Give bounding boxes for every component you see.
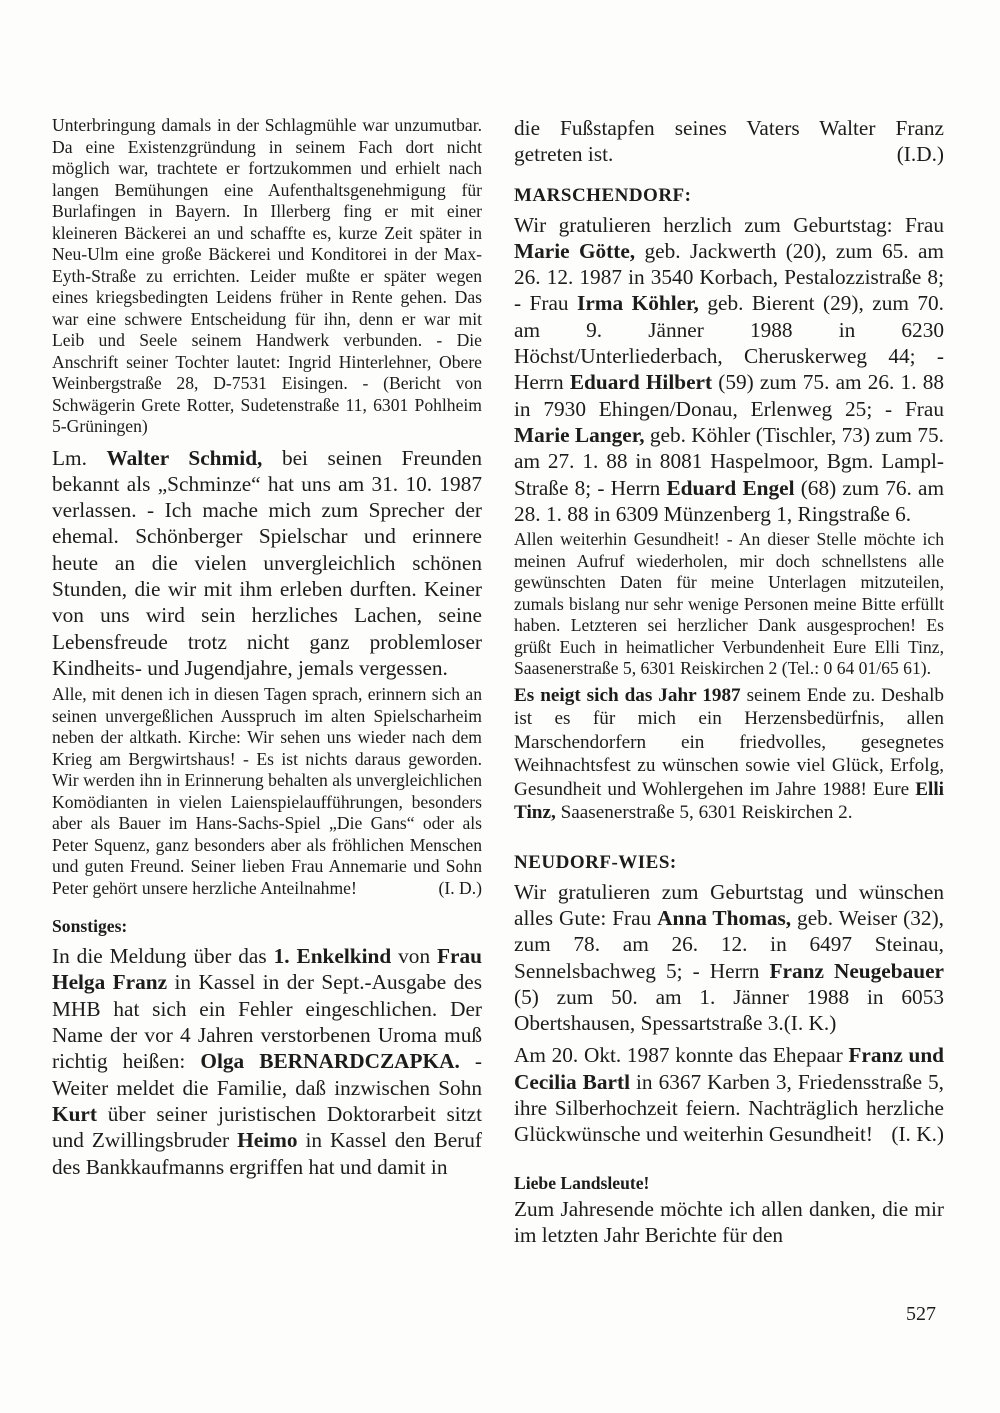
page-number: 527: [906, 1303, 936, 1325]
heading-neudorf-wies: NEUDORF-WIES:: [514, 851, 677, 873]
paragraph-neudorf-birthdays: Wir gratulieren zum Geburtstag und wünschen alles Gute: Frau Anna Thomas, geb. Weiser (32), zum 78. am 26. 12. in 6497 Steinau, Sennelsbachweg 5; - Herrn Franz Neugebauer (5) zum 50. am 1. Jänner 1988 in 6053 Obertshausen, Spessartstraße 3.(I. K.): [514, 879, 944, 1036]
left-column: [52, 115, 482, 1180]
heading-sonstiges: Sonstiges:: [52, 916, 128, 937]
paragraph-fussstapfen: die Fußstapfen seines Vaters Walter Franz getreten ist. (I.D.): [514, 116, 944, 167]
paragraph-enkelkind: In die Meldung über das 1. Enkelkind von Frau Helga Franz in Kassel in der Sept.-Ausgabe des MHB hat sich ein Fehler eingeschlichen. Der Name der vor 4 Jahren verstorbenen Uroma muß richtig heißen: Olga BERNARDCZAPKA. - Weiter meldet die Familie, daß inzwischen Sohn Kurt über seiner juristischen Doktorarbeit sitzt und Zwillingsbruder Heimo in Kassel den Beruf des Bankkaufmanns ergriffen hat und damit in: [52, 944, 482, 1179]
paragraph-jahresende-1987: Es neigt sich das Jahr 1987 seinem Ende zu. Deshalb ist es für mich ein Herzensbedürfnis, allen Marschendorfern ein friedvolles, gesegnetes Weihnachtsfest zu wünschen sowie viel Glück, Erfolg, Gesundheit und Wohlergehen im Jahre 1988! Eure Elli Tinz, Saasenerstraße 5, 6301 Reiskirchen 2.: [514, 684, 944, 824]
paragraph-walter-schmid: Lm. Walter Schmid, bei seinen Freunden bekannt als „Schminze“ hat uns am 31. 10. 1987 verlassen. - Ich mache mich zum Sprecher der ehemal. Schönberger Spielschar und erinnere heute an die vielen unvergleichlich schönen Stunden, die wir mit ihm erleben durften. Keiner von uns wird sein herzliches Lachen, seine Lebensfreude trotz nicht ganz problemloser Kindheits- und Jugendjahre, jemals vergessen.: [52, 445, 482, 680]
author-initials: (I.D.): [896, 142, 944, 167]
author-initials: (I. D.): [438, 877, 482, 898]
heading-marschendorf: MARSCHENDORF:: [514, 184, 692, 206]
name-walter-schmid: Walter Schmid,: [106, 445, 263, 470]
right-column: [514, 115, 944, 1248]
paragraph-marschendorf-birthdays: Wir gratulieren herzlich zum Geburtstag: Frau Marie Götte, geb. Jackwerth (20), zum 65. am 26. 12. 1987 in 3540 Korbach, Pestalozzistraße 8; - Frau Irma Köhler, geb. Bierent (29), zum 70. am 9. Jänner 1988 in 6230 Höchst/Unterliederbach, Cheruskerweg 44; - Herrn Eduard Hilbert (59) zum 75. am 26. 1. 88 in 7930 Ehingen/Donau, Erlenweg 25; - Frau Marie Langer, geb. Köhler (Tischler, 73) zum 75. am 27. 1. 88 in 8081 Haspelmoor, Bgm. Lampl-Straße 8; - Herrn Eduard Engel (68) zum 76. am 28. 1. 88 in 6309 Münzenberg 1, Ringstraße 6.: [514, 212, 945, 526]
paragraph-jahresende-dank: Zum Jahresende möchte ich allen danken, die mir im letzten Jahr Berichte für den: [514, 1196, 944, 1247]
paragraph-aufruf: Allen weiterhin Gesundheit! - An dieser Stelle möchte ich meinen Aufruf wiederholen, mir doch schnellstens alle gewünschten Daten für meine Unterlagen mitzuteilen, zumals bislang nur sehr wenige Personen meine Bitte erfüllt haben. Letzteren sei herzlicher Dank ausgesprochen! Es grüßt Euch in heimatlicher Verbundenheit Eure Elli Tinz, Saasenerstraße 5, 6301 Reiskirchen 2 (Tel.: 0 64 01/65 61).: [514, 529, 944, 679]
paragraph-spielschar: Alle, mit denen ich in diesen Tagen sprach, erinnern sich an seinen unvergeßlichen Ausspruch im alten Spielscharheim neben der altkath. Kirche: Wir sehen uns wieder nach dem Krieg am Bergwirtshaus! - Es ist nichts daraus geworden. Wir werden ihn in Erinnerung behalten als unvergleichlichen Komödianten in vielen Laienspielaufführungen, besonders aber als Bauer im Hans-Sachs-Spiel „Die Gans“ oder als Peter Squenz, ganz besonders aber als fröhlichen Menschen und guten Freund. Seiner lieben Frau Annemarie und Sohn Peter gehört unsere herzliche Anteilnahme! (I. D.): [52, 684, 482, 898]
paragraph-schlagmuehle: Unterbringung damals in der Schlagmühle war unzumutbar. Da eine Existenzgründung in seinem Fach dort nicht möglich war, trachtete er fortzukommen und erhielt nach langen Bemühungen eine Aufenthaltsgenehmigung für Burlafingen in Bayern. In Illerberg fing er mit einer kleineren Bäckerei an und schaffte es, kurze Zeit später in Neu-Ulm eine große Bäckerei und Konditorei in der Max-Eyth-Straße zu errichten. Leider mußte er später wegen eines kriegsbedingten Leidens früher in Rente gehen. Das war eine schwere Entscheidung für ihn, denn er war mit Leib und Seele seinem Handwerk verbunden. - Die Anschrift seiner Tochter lautet: Ingrid Hinterlehner, Obere Weinbergstraße 28, D-7531 Eisingen. - (Bericht von Schwägerin Grete Rotter, Sudetenstraße 11, 6301 Pohlheim 5-Grüningen): [52, 115, 482, 436]
heading-liebe-landsleute: Liebe Landsleute!: [514, 1172, 650, 1193]
paragraph-silberhochzeit: Am 20. Okt. 1987 konnte das Ehepaar Franz und Cecilia Bartl in 6367 Karben 3, Friedensstraße 5, ihre Silberhochzeit feiern. Nachträglich herzliche Glückwünsche und weiterhin Gesundheit! (I. K.): [514, 1043, 945, 1147]
author-initials: (I. K.): [891, 1122, 944, 1147]
